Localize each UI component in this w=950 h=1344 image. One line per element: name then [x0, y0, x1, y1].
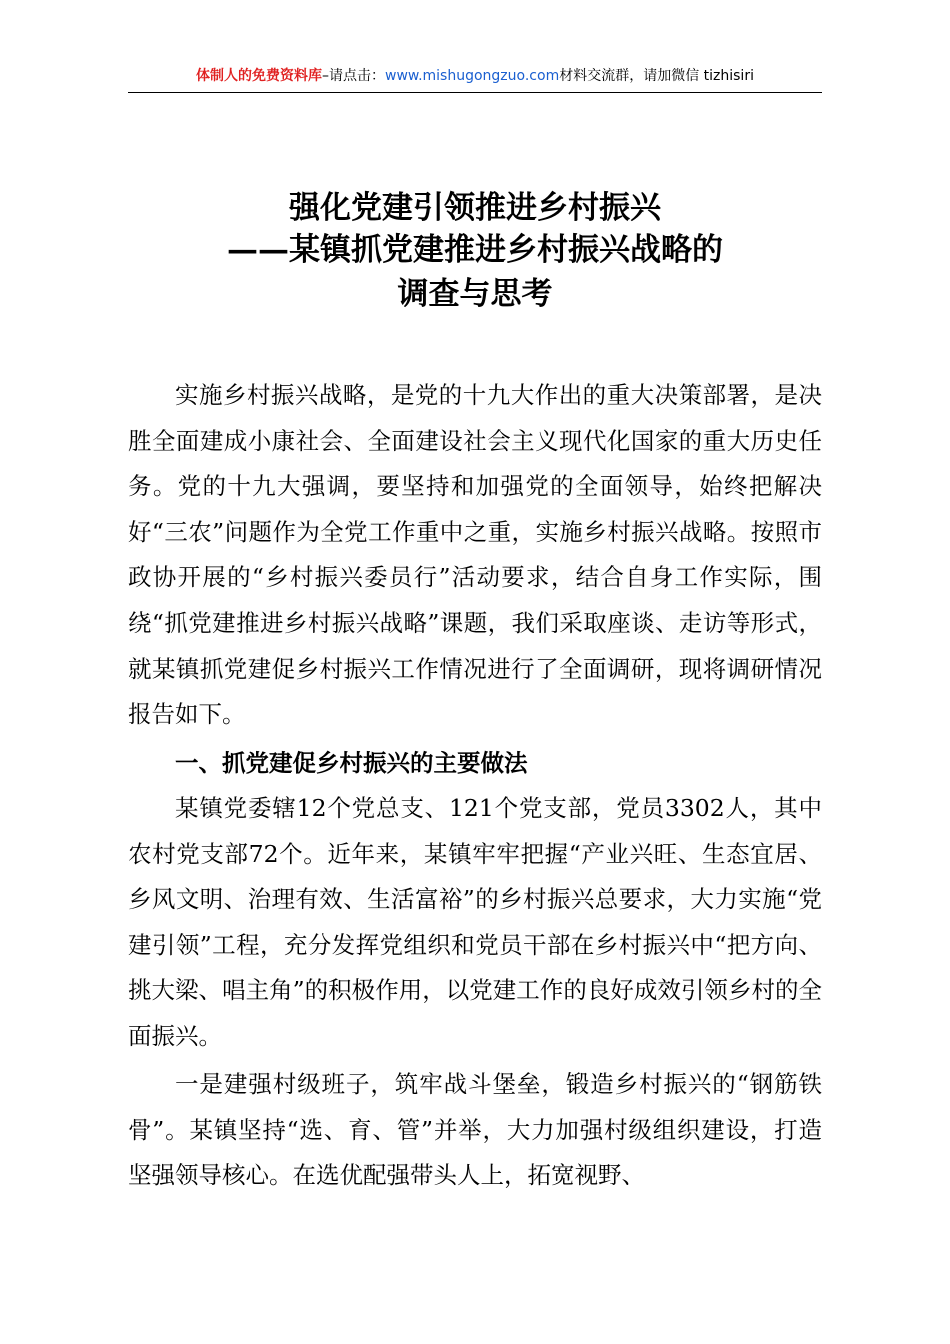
point-1-paragraph: 一是建强村级班子，筑牢战斗堡垒，锻造乡村振兴的“钢筋铁骨”。某镇坚持“选、育、管”并举，大力加强村级组织建设，打造坚强领导核心。在选优配强带头人上，拓宽视野、 [128, 1070, 822, 1190]
document-title-line-1: 强化党建引领推进乡村振兴 [289, 190, 661, 226]
section-1-paragraph: 某镇党委辖12个党总支、121个党支部，党员3302人，其中农村党支部72个。近年来，某镇牢牢把握“产业兴旺、生态宜居、乡风文明、治理有效、生活富裕”的乡村振兴总要求，大力实施“党建引领”工程，充分发挥党组织和党员干部在乡村振兴中“把方向、挑大梁、唱主角”的积极作用，以党建工作的良好成效引领乡村的全面振兴。 [128, 794, 822, 1050]
header-prompt: –请点击： [322, 68, 386, 84]
header-brand: 体制人的免费资料库 [196, 68, 323, 84]
header-tail: 材料交流群，请加微信 tizhisiri [559, 68, 754, 84]
header-url-link[interactable]: www.mishugongzuo.com [385, 68, 560, 84]
page-header [128, 66, 822, 93]
document-title-line-2: ——某镇抓党建推进乡村振兴战略的 [227, 232, 723, 268]
intro-paragraph: 实施乡村振兴战略，是党的十九大作出的重大决策部署，是决胜全面建成小康社会、全面建设社会主义现代化国家的重大历史任务。党的十九大强调，要坚持和加强党的全面领导，始终把解决好“三农”问题作为全党工作重中之重，实施乡村振兴战略。按照市政协开展的“乡村振兴委员行”活动要求，结合自身工作实际，围绕“抓党建推进乡村振兴战略”课题，我们采取座谈、走访等形式，就某镇抓党建促乡村振兴工作情况进行了全面调研，现将调研情况报告如下。 [128, 381, 822, 729]
document-title-line-3: 调查与思考 [397, 276, 553, 312]
section-1-heading: 一、抓党建促乡村振兴的主要做法 [175, 749, 528, 777]
